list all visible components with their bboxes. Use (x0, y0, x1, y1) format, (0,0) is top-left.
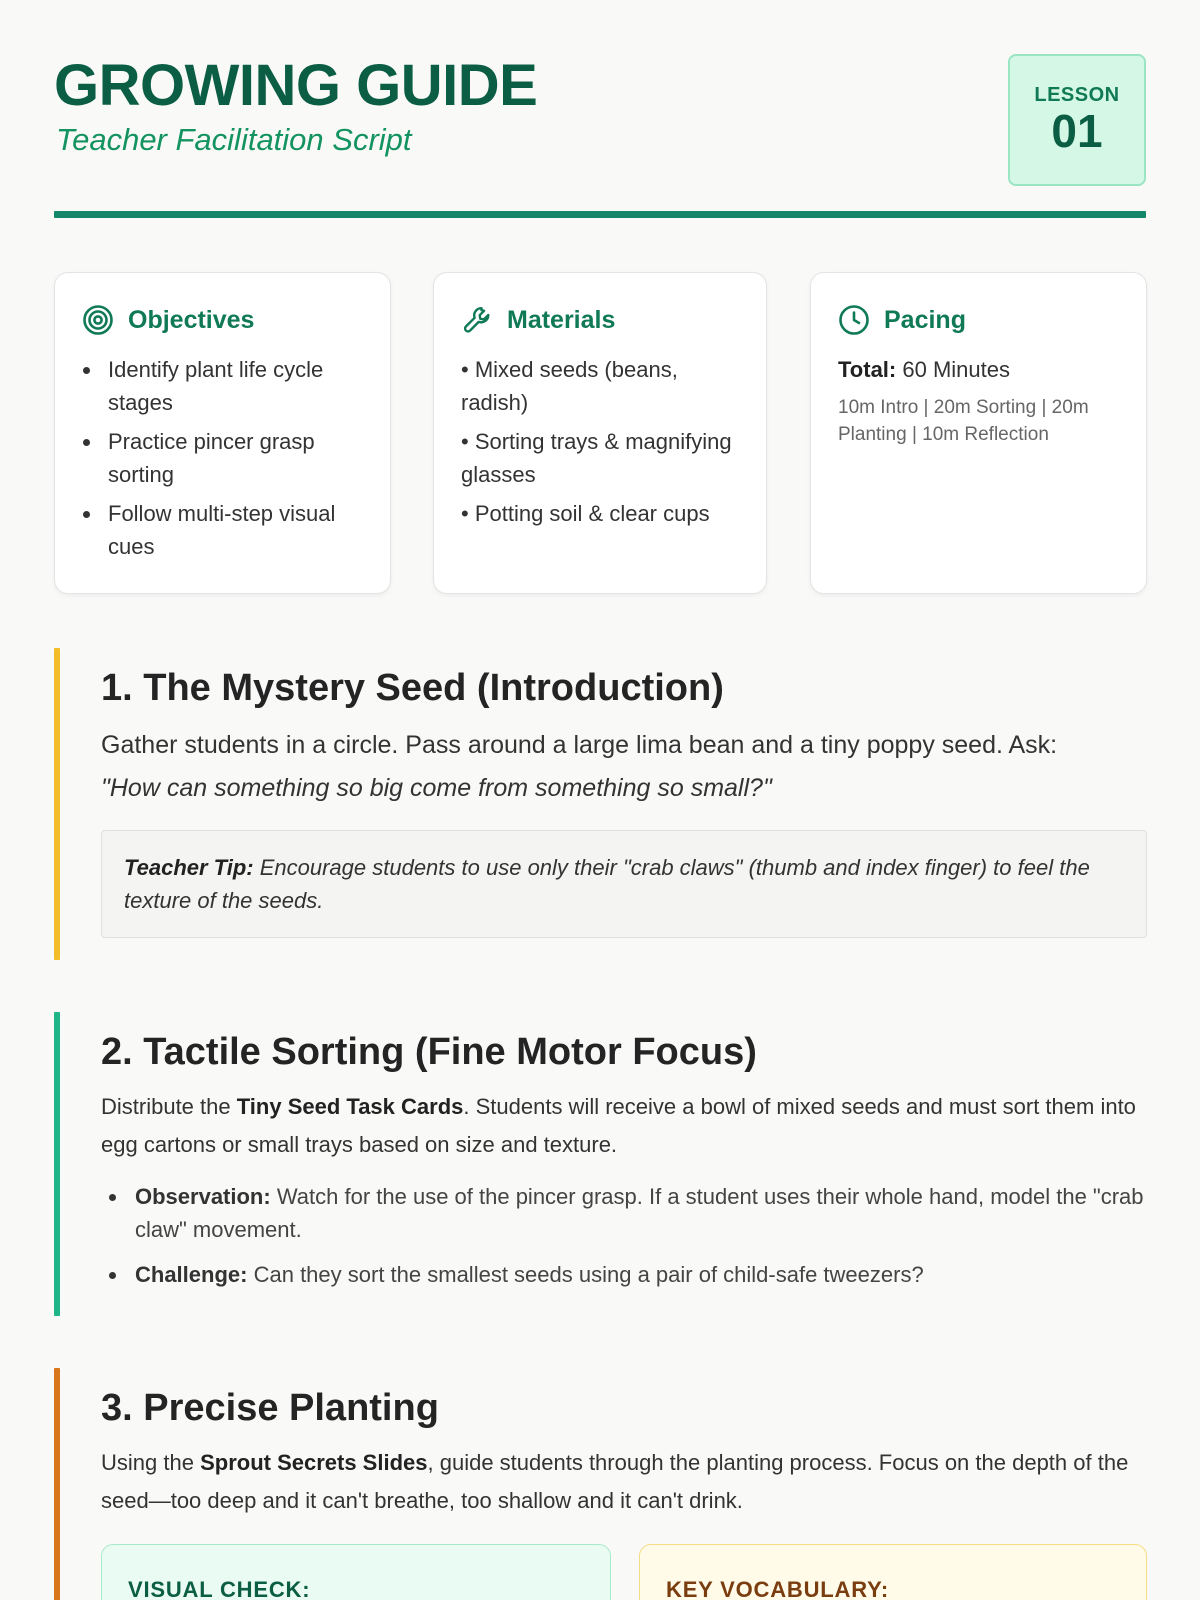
section-tactile-sorting (54, 1012, 1147, 1316)
visual-check-title: VISUAL CHECK: (128, 1577, 311, 1600)
summary-cards (54, 272, 1147, 596)
pacing-total-value: 60 Minutes (902, 357, 1010, 382)
pacing-header (838, 303, 1120, 337)
pacing-card (810, 272, 1147, 594)
section-title: 3. Precise Planting (101, 1387, 439, 1429)
section-text-main: Gather students in a circle. Pass around a large lima bean and a tiny poppy seed. Ask: (101, 731, 1058, 759)
section-title: 1. The Mystery Seed (Introduction) (101, 667, 724, 709)
teacher-tip-label: Teacher Tip: (124, 855, 254, 880)
text-part: , guide students through the planting process. Focus on the depth of the seed—too deep and it can't breathe, too shallow and it can't drink. (101, 1450, 1129, 1513)
list-item (101, 1180, 1147, 1246)
teacher-tip (101, 830, 1147, 938)
section-title: 2. Tactile Sorting (Fine Motor Focus) (101, 1031, 757, 1073)
pacing-breakdown: 10m Intro | 20m Sorting | 20m Planting | 10m Reflection (838, 397, 1089, 445)
text-highlight: Sprout Secrets Slides (200, 1450, 428, 1475)
page-header (54, 0, 1146, 220)
section-introduction (54, 648, 1147, 960)
pacing-title: Pacing (884, 305, 966, 334)
visual-check-box (101, 1544, 611, 1600)
list-item: • Sorting trays & magnifying glasses (461, 429, 732, 487)
pacing-total (838, 353, 1120, 386)
section-bullets (101, 1180, 1147, 1291)
bullet-label: Observation: (135, 1184, 271, 1209)
clock-icon (838, 304, 870, 336)
objectives-title: Objectives (128, 305, 255, 334)
section-quote: "How can something so big come from something so small?" (101, 774, 772, 802)
bullet-label: Challenge: (135, 1262, 248, 1287)
section-precise-planting (54, 1368, 1147, 1600)
page-title: GROWING GUIDE (54, 53, 538, 118)
header-divider (54, 211, 1146, 218)
materials-header (461, 303, 740, 337)
list-item: • Mixed seeds (beans, radish) (461, 357, 678, 415)
materials-card (433, 272, 767, 594)
objectives-list (82, 353, 364, 563)
key-vocabulary-title: KEY VOCABULARY: (666, 1577, 890, 1600)
list-item (101, 1258, 1147, 1291)
list-item: Follow multi-step visual cues (82, 497, 364, 563)
teacher-tip-text: Encourage students to use only their "crab claws" (thumb and index finger) to feel the texture of the seeds. (124, 855, 1090, 913)
text-part: Using the (101, 1450, 194, 1475)
section-text (101, 1444, 1147, 1520)
wrench-icon (461, 304, 493, 336)
key-vocabulary-box (639, 1544, 1147, 1600)
lesson-label: LESSON (1034, 84, 1120, 106)
objectives-card (54, 272, 391, 594)
text-part: . Students will receive a bowl of mixed seeds and must sort them into egg cartons or small trays based on size and texture. (101, 1094, 1136, 1157)
bullet-text: Can they sort the smallest seeds using a pair of child-safe tweezers? (253, 1262, 924, 1287)
section-text (101, 1088, 1147, 1164)
materials-list (461, 353, 740, 530)
lesson-number: 01 (1051, 105, 1103, 157)
objectives-header (82, 303, 364, 337)
text-highlight: Tiny Seed Task Cards (236, 1094, 464, 1119)
list-item: Identify plant life cycle stages (82, 353, 364, 419)
info-boxes (101, 1544, 1147, 1600)
section-accent-bar (54, 648, 60, 960)
materials-title: Materials (507, 305, 616, 334)
target-icon (82, 304, 114, 336)
list-item: • Potting soil & clear cups (461, 501, 710, 526)
list-item: Practice pincer grasp sorting (82, 425, 364, 491)
section-text (101, 724, 1147, 810)
text-part: Distribute the (101, 1094, 231, 1119)
section-accent-bar (54, 1012, 60, 1316)
section-accent-bar (54, 1368, 60, 1600)
pacing-total-label: Total: (838, 357, 897, 382)
lesson-badge (1008, 54, 1146, 186)
page-subtitle: Teacher Facilitation Script (56, 122, 412, 157)
bullet-text: Watch for the use of the pincer grasp. If a student uses their whole hand, model the "crab claw" movement. (135, 1184, 1144, 1242)
